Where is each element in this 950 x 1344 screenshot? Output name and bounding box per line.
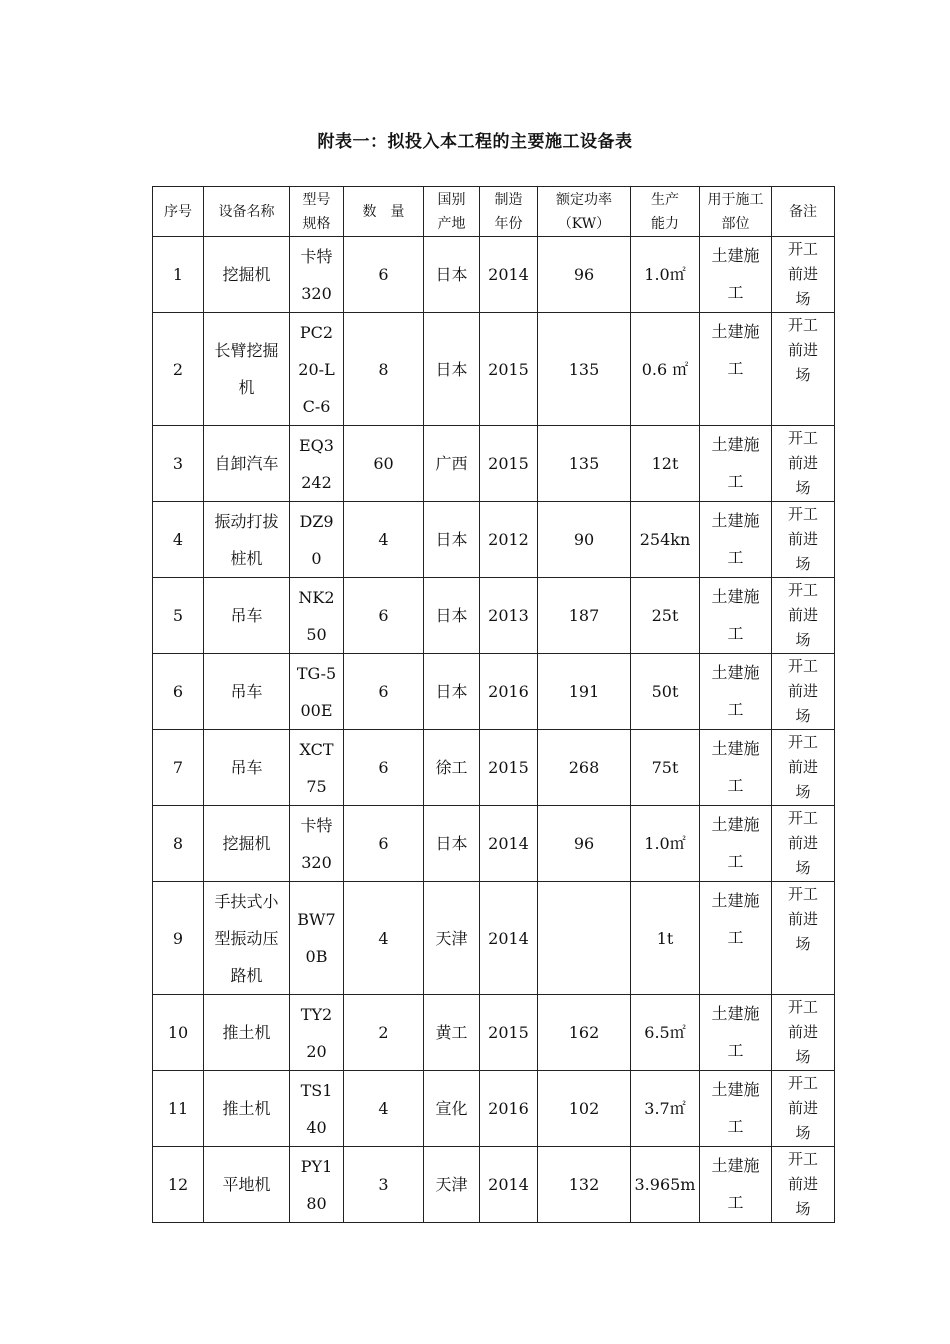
cell-name [204,654,290,730]
cell-name-text: 平地机 [222,1175,271,1194]
table-row [153,882,835,995]
cell-capacity-text: 3.7㎡ [644,1099,686,1118]
table-row [153,502,835,578]
cell-name-text: 长臂挖掘机 [214,341,279,397]
cell-note [772,1071,835,1147]
cell-note [772,313,835,426]
cell-model [290,426,344,502]
cell-qty [344,578,424,654]
cell-origin [424,1071,480,1147]
cell-capacity [631,654,700,730]
header-no-label: 序号 [164,203,192,220]
cell-capacity-text: 75t [651,758,679,777]
cell-model [290,502,344,578]
cell-qty-text: 4 [378,928,389,948]
cell-capacity-text: 6.5㎡ [644,1023,686,1042]
cell-name [204,995,290,1071]
cell-note [772,237,835,313]
cell-origin [424,1147,480,1223]
cell-note [772,426,835,502]
cell-qty [344,502,424,578]
cell-model-text: BW70B [297,910,336,966]
cell-capacity-text: 25t [651,606,679,625]
cell-name-text: 手扶式小型振动压路机 [214,891,279,985]
cell-no [153,1071,204,1147]
cell-no [153,806,204,882]
cell-model [290,1071,344,1147]
header-origin-label: 国别产地 [437,191,466,232]
cell-note-text: 开工前进场 [787,1150,818,1218]
cell-note-text: 开工前进场 [787,1074,818,1142]
cell-qty-text: 3 [378,1175,389,1194]
cell-power-text: 96 [573,834,595,853]
cell-origin-text: 黄工 [435,1023,468,1042]
cell-dept-text: 土建施工 [711,435,760,491]
header-power-label: 额定功率（KW） [556,191,612,232]
cell-note-text: 开工前进场 [787,733,818,801]
cell-origin-text: 天津 [435,928,468,948]
cell-qty-text: 6 [378,265,389,284]
cell-power-text: 135 [568,454,600,473]
cell-note [772,502,835,578]
cell-model-text: XCT75 [299,739,334,796]
cell-model [290,806,344,882]
cell-year-text: 2014 [488,265,529,284]
cell-dept [700,995,772,1071]
cell-qty [344,806,424,882]
cell-capacity [631,1071,700,1147]
cell-capacity-text: 1t [656,928,674,948]
cell-note [772,578,835,654]
cell-qty [344,882,424,995]
cell-power [538,313,631,426]
cell-dept-text: 土建施工 [711,246,760,302]
cell-dept-text: 土建施工 [711,815,760,871]
cell-qty-text: 4 [378,530,389,549]
cell-model [290,882,344,995]
cell-year [480,313,538,426]
cell-note [772,806,835,882]
cell-power-text: 135 [568,359,600,379]
cell-no-text: 7 [172,758,184,777]
cell-note-text: 开工前进场 [787,429,818,497]
cell-power-text: 96 [573,265,595,284]
table-row [153,1147,835,1223]
cell-no-text: 5 [172,606,184,625]
cell-dept [700,1147,772,1223]
header-origin [424,187,480,237]
header-no [153,187,204,237]
header-model [290,187,344,237]
cell-year [480,995,538,1071]
cell-qty [344,237,424,313]
cell-model [290,313,344,426]
cell-year [480,654,538,730]
cell-no-text: 10 [167,1023,189,1042]
cell-note-text: 开工前进场 [787,657,818,725]
cell-name [204,313,290,426]
cell-year-text: 2014 [488,928,529,948]
cell-origin-text: 宣化 [435,1099,468,1118]
cell-name-text: 吊车 [230,758,263,777]
cell-year-text: 2015 [488,454,529,473]
cell-no [153,502,204,578]
cell-year [480,1147,538,1223]
cell-capacity [631,1147,700,1223]
cell-power-text: 102 [568,1099,600,1118]
cell-name-text: 挖掘机 [222,265,271,284]
cell-dept-text: 土建施工 [711,891,760,947]
cell-no [153,426,204,502]
cell-year-text: 2014 [488,834,529,853]
cell-qty [344,654,424,730]
cell-origin-text: 日本 [435,359,468,379]
cell-year-text: 2015 [488,1023,529,1042]
cell-dept [700,806,772,882]
cell-no [153,313,204,426]
cell-note-text: 开工前进场 [787,316,818,384]
cell-origin-text: 徐工 [435,758,468,777]
cell-no [153,654,204,730]
cell-power [538,578,631,654]
cell-model-text: DZ90 [299,511,334,568]
cell-power [538,882,631,995]
cell-no-text: 12 [167,1175,189,1194]
cell-model-text: TS140 [300,1080,333,1137]
cell-qty [344,313,424,426]
cell-origin-text: 广西 [435,454,468,473]
header-model-label: 型号规格 [302,191,331,232]
table-row [153,1071,835,1147]
cell-qty [344,995,424,1071]
header-dept-label: 用于施工部位 [707,191,764,232]
cell-capacity [631,882,700,995]
cell-year-text: 2016 [488,682,529,701]
cell-dept [700,730,772,806]
cell-dept-text: 土建施工 [711,663,760,719]
cell-dept [700,578,772,654]
cell-year [480,578,538,654]
header-qty-label: 数 量 [362,203,405,220]
cell-qty-text: 6 [378,682,389,701]
page-title: 附表一：拟投入本工程的主要施工设备表 [317,132,633,152]
cell-dept-text: 土建施工 [711,1080,760,1136]
header-capacity-label: 生产能力 [651,191,679,232]
cell-origin-text: 日本 [435,606,468,625]
table-body [153,237,835,1223]
cell-name-text: 推土机 [222,1099,271,1118]
cell-power-text: 191 [568,682,600,701]
cell-year-text: 2012 [488,530,529,549]
cell-origin-text: 日本 [435,682,468,701]
cell-origin [424,882,480,995]
cell-power-text: 162 [568,1023,600,1042]
header-note-label: 备注 [789,203,817,220]
cell-dept [700,237,772,313]
header-dept [700,187,772,237]
cell-origin [424,502,480,578]
cell-year-text: 2015 [488,359,529,379]
cell-qty-text: 6 [378,606,389,625]
cell-origin-text: 天津 [435,1175,468,1194]
cell-note [772,882,835,995]
cell-year-text: 2013 [488,606,529,625]
cell-dept-text: 土建施工 [711,1156,760,1212]
cell-power [538,1071,631,1147]
header-note [772,187,835,237]
cell-no [153,1147,204,1223]
cell-qty-text: 6 [378,758,389,777]
cell-capacity [631,426,700,502]
table-row [153,237,835,313]
cell-note-text: 开工前进场 [787,809,818,877]
cell-model-text: TG-500E [296,663,337,720]
table-row [153,995,835,1071]
cell-note-text: 开工前进场 [787,885,818,953]
cell-model-text: PY180 [300,1156,333,1213]
cell-name [204,578,290,654]
cell-origin [424,654,480,730]
cell-note [772,730,835,806]
cell-no-text: 11 [167,1099,189,1118]
table-row [153,426,835,502]
cell-capacity [631,730,700,806]
cell-qty-text: 60 [373,454,394,473]
cell-no-text: 8 [172,834,184,853]
cell-note [772,995,835,1071]
cell-year-text: 2014 [488,1175,529,1194]
cell-qty [344,1071,424,1147]
cell-no-text: 6 [172,682,184,701]
cell-dept-text: 土建施工 [711,322,760,378]
cell-power [538,806,631,882]
cell-origin-text: 日本 [435,265,468,284]
cell-no-text: 1 [172,265,184,284]
cell-capacity [631,806,700,882]
cell-qty-text: 6 [378,834,389,853]
cell-no [153,237,204,313]
cell-year [480,502,538,578]
cell-capacity [631,237,700,313]
cell-dept [700,1071,772,1147]
cell-capacity-text: 1.0㎡ [644,265,686,284]
cell-model [290,654,344,730]
cell-note-text: 开工前进场 [787,581,818,649]
cell-year-text: 2016 [488,1099,529,1118]
cell-model [290,1147,344,1223]
cell-origin [424,578,480,654]
cell-name-text: 自卸汽车 [214,454,279,473]
cell-capacity [631,578,700,654]
cell-capacity [631,313,700,426]
cell-year [480,730,538,806]
cell-model [290,237,344,313]
header-name-label: 设备名称 [218,203,275,220]
cell-name-text: 振动打拔桩机 [214,511,279,568]
cell-no-text: 2 [172,359,184,379]
cell-capacity [631,995,700,1071]
cell-no-text: 3 [172,454,184,473]
table-header [153,187,835,237]
cell-origin [424,806,480,882]
cell-dept [700,502,772,578]
cell-year-text: 2015 [488,758,529,777]
cell-no [153,730,204,806]
cell-name-text: 吊车 [230,682,263,701]
cell-name [204,806,290,882]
cell-origin-text: 日本 [435,530,468,549]
table-row [153,806,835,882]
cell-name [204,730,290,806]
cell-dept [700,654,772,730]
cell-dept-text: 土建施工 [711,511,760,567]
cell-power [538,426,631,502]
cell-power [538,502,631,578]
cell-power [538,237,631,313]
header-qty [344,187,424,237]
header-year [480,187,538,237]
cell-model-text: NK250 [298,587,335,644]
cell-no [153,578,204,654]
cell-name-text: 吊车 [230,606,263,625]
cell-no-text: 4 [172,530,184,549]
cell-name [204,237,290,313]
cell-origin [424,426,480,502]
cell-power-text: 132 [568,1175,600,1194]
cell-name-text: 挖掘机 [222,834,271,853]
cell-model-text: 卡特320 [300,815,333,872]
cell-power [538,995,631,1071]
cell-note-text: 开工前进场 [787,240,818,308]
cell-capacity [631,502,700,578]
table-row [153,313,835,426]
cell-dept [700,426,772,502]
table-row [153,654,835,730]
header-power [538,187,631,237]
cell-name [204,882,290,995]
cell-power-text: 90 [573,530,595,549]
cell-year [480,1071,538,1147]
cell-no-text: 9 [172,928,184,948]
cell-model [290,730,344,806]
cell-name [204,1071,290,1147]
cell-model [290,995,344,1071]
cell-year [480,426,538,502]
cell-name [204,426,290,502]
cell-model [290,578,344,654]
cell-note-text: 开工前进场 [787,998,818,1066]
cell-dept [700,313,772,426]
cell-capacity-text: 50t [651,682,679,701]
cell-capacity-text: 1.0㎡ [644,834,686,853]
cell-power-text: 268 [568,758,600,777]
cell-qty [344,730,424,806]
cell-qty-text: 2 [378,1023,389,1042]
cell-power [538,730,631,806]
cell-model-text: TY220 [300,1004,333,1061]
cell-power [538,1147,631,1223]
cell-note [772,1147,835,1223]
cell-power [538,654,631,730]
header-year-label: 制造年份 [494,191,523,232]
header-capacity [631,187,700,237]
header-row [153,187,835,237]
equipment-table [152,186,835,1223]
cell-capacity-text: 12t [651,454,679,473]
cell-dept [700,882,772,995]
cell-origin-text: 日本 [435,834,468,853]
cell-dept-text: 土建施工 [711,587,760,643]
cell-power-text: 187 [568,606,600,625]
cell-model-text: PC220-LC-6 [298,322,335,416]
cell-name [204,502,290,578]
cell-model-text: EQ3242 [299,435,334,492]
cell-year [480,882,538,995]
cell-qty [344,1147,424,1223]
cell-note-text: 开工前进场 [787,505,818,573]
table-row [153,730,835,806]
cell-origin [424,237,480,313]
cell-year [480,806,538,882]
table-row [153,578,835,654]
cell-origin [424,313,480,426]
cell-qty [344,426,424,502]
cell-dept-text: 土建施工 [711,1004,760,1060]
cell-model-text: 卡特320 [300,246,333,303]
cell-capacity-text: 254kn [639,530,691,549]
cell-no [153,995,204,1071]
cell-origin [424,995,480,1071]
cell-year [480,237,538,313]
cell-name [204,1147,290,1223]
cell-name-text: 推土机 [222,1023,271,1042]
header-name [204,187,290,237]
cell-note [772,654,835,730]
cell-qty-text: 8 [378,359,389,379]
cell-no [153,882,204,995]
cell-capacity-text: 0.6 ㎡ [641,359,689,379]
cell-capacity-text: 3.965m [634,1175,696,1194]
cell-qty-text: 4 [378,1099,389,1118]
cell-origin [424,730,480,806]
cell-dept-text: 土建施工 [711,739,760,795]
